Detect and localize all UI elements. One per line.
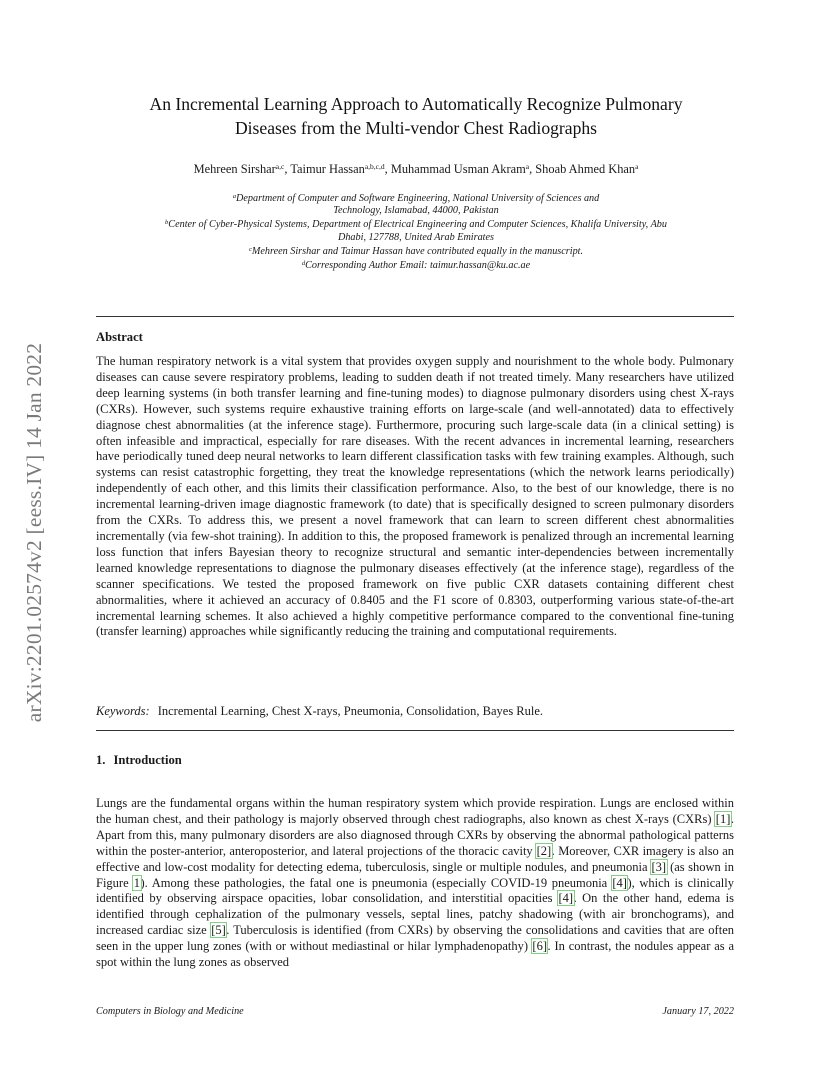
citation-link[interactable]: [1] (715, 811, 731, 826)
intro-text: . Apart from this, many pulmonary disorders are also diagnosed through CXRs by observing the abnormal pathological patterns within the poster-anterior, anteroposterior, and lateral projections of the thoracic cavity (96, 811, 734, 858)
keywords-text: Incremental Learning, Chest X-rays, Pneumonia, Consolidation, Bayes Rule. (157, 704, 544, 718)
abstract-heading: Abstract (96, 330, 143, 344)
paper-title (96, 92, 736, 140)
intro-text: . Moreover, CXR imagery is also an effective and low-cost modality for detecting edema, tuberculosis, single or multiple nodules, and pneumonia (96, 843, 734, 874)
title-line-2: Diseases from the Multi-vendor Chest Radiographs (234, 118, 598, 138)
arxiv-identifier-margin (18, 290, 52, 775)
keywords-label: Keywords: (96, 704, 150, 718)
author: Taimur Hassan$^{a,b,c,d}$, (290, 162, 391, 176)
citation-link[interactable]: [4] (558, 891, 574, 906)
citation-link[interactable]: [4] (612, 875, 627, 890)
abstract-text: The human respiratory network is a vital system that provides oxygen supply and nourishment to the whole body. Pulmonary diseases can cause severe respiratory problems, leading to sudden death if not treated timely. Many researchers have utilized deep learning systems (in both transfer learning and fine-tuning modes) to diagnose pulmonary disorders using chest X-rays (CXRs). However, such systems require exhaustive training efforts on large-scale (and well-annotated) data to effectively diagnose chest abnormalities (at the inference stage). Furthermore, procuring such large-scale data (in a clinical setting) is often infeasible and impractical, especially for rare diseases. With the recent advances in incremental learning, researchers have periodically tuned deep neural networks to learn different classification tasks with few training examples. Although, such systems can resist catastrophic forgetting, they treat the knowledge representations (which the network learns periodically) independently of each other, and this limits their classification performance. Also, to the best of our knowledge, there is no incremental learning-driven image diagnostic framework (to date) that is specifically designed to screen pulmonary disorders from the CXRs. To address this, we present a novel framework that can learn to screen different chest abnormalities incrementally (via few-shot training). In addition to this, the proposed framework is penalized through an incremental learning loss function that infers Bayesian theory to recognize structural and semantic inter-dependencies between incrementally learned knowledge representations to diagnose the pulmonary diseases effectively (at the inference stage), regardless of the scanner specifications. We tested the proposed framework on five public CXR datasets containing different chest abnormalities, where it achieved an accuracy of 0.8405 and the F1 score of 0.8303, outperforming various state-of-the-art incremental learning schemes. It also achieved a highly competitive performance compared to the conventional fine-tuning (transfer learning) approaches while significantly reducing the training and computational requirements. (96, 354, 734, 639)
section-heading (96, 753, 182, 768)
keywords (96, 704, 734, 719)
citation-link[interactable]: [6] (532, 939, 547, 954)
affiliation-a-cont: Technology, Islamabad, 44000, Pakistan (333, 205, 499, 217)
intro-text: (as shown in Figure (96, 859, 734, 890)
author: Mehreen Sirshar$^{a,c}$, (193, 162, 291, 176)
affiliation-a: $^a$Department of Computer and Software Engineering, National University of Sciences and (232, 193, 600, 204)
introduction-paragraph (96, 796, 734, 971)
intro-text: . In contrast, the nodules appear as a spot within the lung zones as observed (96, 939, 735, 970)
citation-link[interactable]: 1 (133, 875, 141, 890)
affiliation-b: $^b$Center of Cyber-Physical Systems, Department of Electrical Engineering and Computer Sciences, Khalifa University, Abu (164, 219, 667, 231)
abstract-top-rule (96, 316, 734, 317)
affiliation-b-cont: Dhabi, 127788, United Arab Emirates (337, 231, 495, 243)
abstract-bottom-rule (96, 730, 734, 731)
citation-link[interactable]: [3] (651, 859, 667, 874)
intro-text: . Tuberculosis is identified (from CXRs) by observing the consolidations and cavities that are often seen in the upper lung zones (with or without mediastinal or hilar lymphadenopathy) (96, 923, 734, 954)
author: Shoab Ahmed Khan$^a$ (535, 162, 639, 176)
section-number: 1. (96, 753, 106, 767)
affiliation-d: $^d$Corresponding Author Email: taimur.hassan@ku.ac.ae (301, 260, 531, 272)
intro-text: ), which is clinically identified by observing airspace opacities, lobar consolidation, and interstitial opacities (96, 875, 734, 906)
affiliations (100, 191, 732, 272)
footer-date: January 17, 2022 (662, 1006, 734, 1017)
citation-link[interactable]: [5] (211, 923, 226, 938)
title-line-1: An Incremental Learning Approach to Automatically Recognize Pulmonary (149, 94, 683, 114)
author: Muhammad Usman Akram$^a$, (390, 162, 536, 176)
intro-text: Lungs are the fundamental organs within the human respiratory system which provide respiration. Lungs are enclosed within the human chest, and their pathology is majorly observed through chest radiographs, also known as chest X-rays (CXRs) (96, 796, 734, 826)
intro-text: ). Among these pathologies, the fatal one is pneumonia (especially COVID-19 pneumonia (140, 875, 612, 890)
affiliation-c: $^c$Mehreen Sirshar and Taimur Hassan have contributed equally in the manuscript. (248, 245, 584, 257)
section-title: Introduction (113, 753, 182, 767)
arxiv-identifier: arXiv:2201.02574v2 [eess.IV] 14 Jan 2022 (22, 342, 47, 723)
citation-link[interactable]: [2] (536, 843, 552, 858)
footer-journal: Computers in Biology and Medicine (96, 1006, 244, 1017)
intro-text: . On the other hand, edema is identified through cephalization of the pulmonary vessels, septal lines, patchy shadowing (with air bronchograms), and increased cardiac size (96, 891, 735, 938)
author-list (96, 162, 736, 177)
